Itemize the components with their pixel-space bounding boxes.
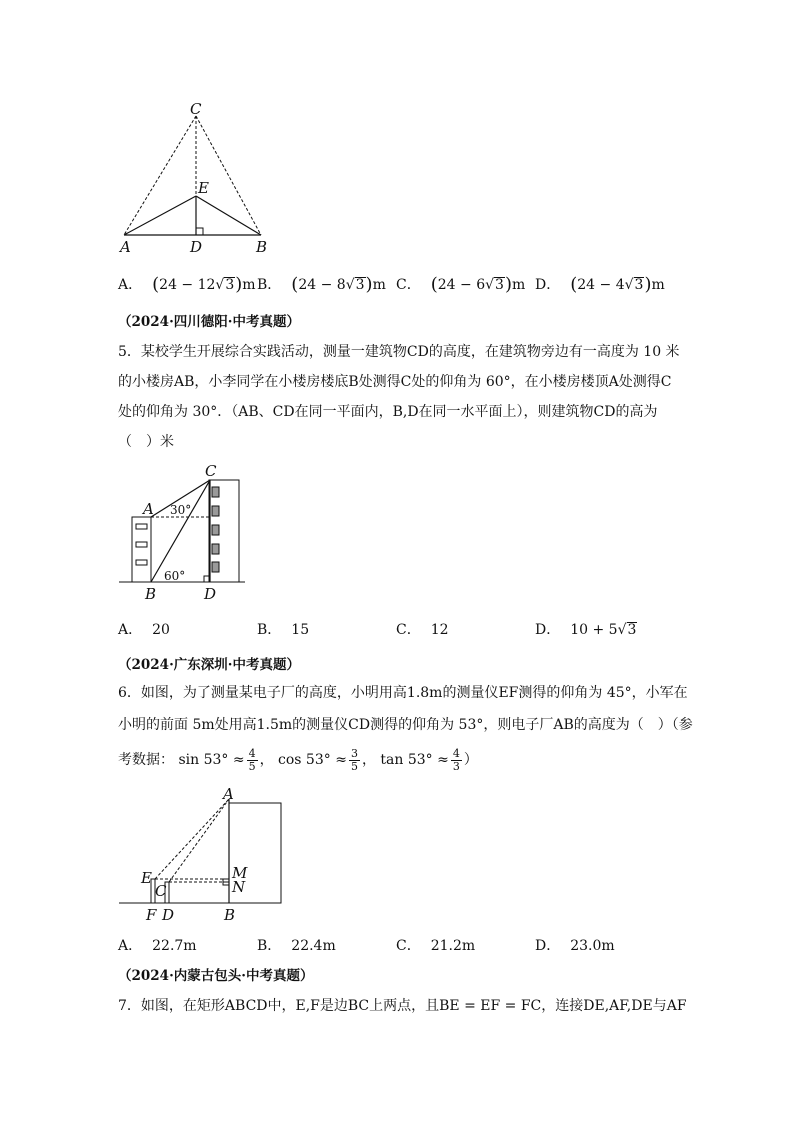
q7-source: （2024·内蒙古包头·中考真题） [118, 968, 314, 984]
line-ae [124, 196, 196, 235]
label-e: E [198, 179, 209, 197]
option-letter: B． [257, 277, 282, 293]
label-c: C [205, 462, 217, 480]
q5-line-3: 处的仰角为 30°．（AB、CD在同一平面内，B,D在同一水平面上），则建筑物CD的高为 [118, 404, 658, 420]
q6-line-3: 考数据： sin 53° ≈ $\frac{4}{5}$ ， cos 53° ≈ $\frac{3}{5}$ ， tan 53° ≈ $\frac{4}{3}$ ） [118, 746, 478, 773]
q6-line-2: 小明的前面 5m处用高1.5m的测量仪CD测得的仰角为 53°，则电子厂AB的高度为（ ）（参 [118, 717, 693, 733]
label-n: N [232, 878, 246, 896]
label-a: A [143, 500, 154, 518]
q5-option-c[interactable]: C． 12 [396, 622, 449, 638]
fraction: $\frac{4}{3}$ [452, 746, 460, 773]
line-ea [155, 799, 229, 879]
q6-source: （2024·广东深圳·中考真题） [118, 657, 300, 673]
q5-line-4: （ ）米 [118, 434, 174, 450]
angle-30: 30° [170, 503, 192, 517]
label-d: D [190, 238, 203, 256]
q5-option-a[interactable]: A． 20 [118, 622, 170, 638]
q6-option-c[interactable]: C． 21.2m [396, 938, 476, 954]
window-ab-1 [136, 524, 147, 529]
label-c: C [190, 100, 202, 118]
sqrt-symbol: √ [485, 277, 495, 293]
label-m: M [232, 864, 248, 882]
right-angle-n [223, 882, 229, 885]
building-ab [132, 517, 151, 582]
label-b: B [145, 585, 157, 603]
label-a: A [223, 785, 234, 803]
q5-option-d[interactable]: D． 10 + 5√3 [535, 622, 637, 638]
sqrt-symbol: √ [215, 277, 225, 293]
window-cd-4 [212, 544, 219, 554]
sqrt-symbol: √ [617, 622, 627, 638]
fraction: $\frac{4}{5}$ [248, 746, 256, 773]
label-e: E [141, 869, 152, 887]
option-letter: D． [535, 277, 561, 293]
q4-option-d[interactable]: D． (24 − 4√3)m [535, 274, 665, 295]
figure-factory [115, 785, 290, 925]
q5-source: （2024·四川德阳·中考真题） [118, 314, 300, 330]
figure-triangle [110, 100, 280, 260]
right-angle-mark [196, 228, 203, 235]
line-ca [124, 116, 196, 235]
window-ab-2 [136, 542, 147, 547]
label-f: F [146, 906, 157, 924]
line-cb [196, 116, 261, 235]
q5-option-b[interactable]: B． 15 [257, 622, 310, 638]
option-letter: A． [118, 277, 143, 293]
line-ca [169, 799, 229, 882]
q6-option-a[interactable]: A． 22.7m [118, 938, 197, 954]
label-d: D [162, 906, 175, 924]
q5-line-1: 5．某校学生开展综合实践活动，测量一建筑物CD的高度，在建筑物旁边有一高度为 10 米 [118, 344, 680, 360]
line-bc [151, 480, 210, 582]
q4-option-b[interactable]: B． (24 − 8√3)m [257, 274, 386, 295]
label-b: B [224, 906, 236, 924]
q7-line-1: 7．如图，在矩形ABCD中，E,F是边BC上两点，且BE = EF = FC，连接DE,AF,DE与AF [118, 998, 687, 1014]
window-ab-3 [136, 560, 147, 565]
label-c: C [155, 882, 167, 900]
label-a: A [120, 238, 131, 256]
label-d: D [204, 585, 217, 603]
window-cd-2 [212, 506, 219, 516]
q4-option-c[interactable]: C． (24 − 6√3)m [396, 274, 526, 295]
q5-line-2: 的小楼房AB，小李同学在小楼房楼底B处测得C处的仰角为 60°，在小楼房楼顶A处测得C [118, 374, 672, 390]
option-letter: C． [396, 277, 421, 293]
window-cd-1 [212, 487, 219, 497]
fraction: $\frac{3}{5}$ [350, 746, 358, 773]
line-be [196, 196, 261, 235]
q6-option-b[interactable]: B． 22.4m [257, 938, 336, 954]
window-cd-3 [212, 525, 219, 535]
angle-60: 60° [164, 569, 186, 583]
q6-line-1: 6．如图，为了测量某电子厂的高度，小明用高1.8m的测量仪EF测得的仰角为 45°，小军在 [118, 685, 688, 701]
sqrt-symbol: √ [345, 277, 355, 293]
q6-option-d[interactable]: D． 23.0m [535, 938, 615, 954]
q4-option-a[interactable]: A． (24 − 12√3)m [118, 274, 256, 295]
window-cd-5 [212, 562, 219, 572]
figure-buildings [115, 462, 255, 604]
sqrt-symbol: √ [624, 277, 634, 293]
label-b: B [256, 238, 268, 256]
